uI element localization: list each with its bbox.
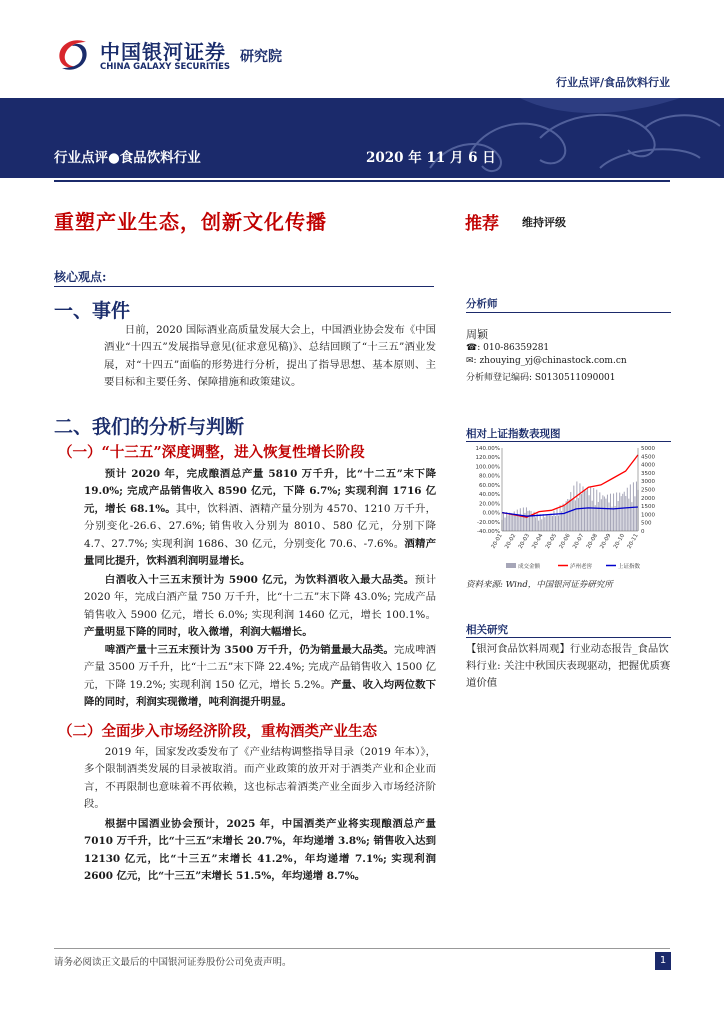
- paragraph-conclusion: 产量、收入均两位数下降的同时，利润实现微增，吨利润提升明显。: [84, 678, 436, 709]
- divider: [54, 286, 434, 287]
- paragraph-2025-forecast: 根据中国酒业协会预计，2025 年，中国酒类产业将实现酿酒总产量 7010 万千升，比“十三五”末增长 20.7%，年均递增 3.8%; 销售收入达到 12130 亿元，比“十三五”末增长 41.2%，年均递增 7.1%; 实现利润 2600 亿元，比“十三五”末增长 51.5%，年均递增 8.7%。: [84, 818, 436, 883]
- volume-bar: [546, 514, 547, 531]
- paragraph-policy: 2019 年，国家发改委发布了《产业结构调整指导目录（2019 年本）》，多个限制酒类发展的目录被取消。而产业政策的放开对于酒类产业和企业而言，不再限制也意味着不再依赖，这也标志着酒类产业全面步入市场经济阶段。: [84, 746, 436, 811]
- y-right-tick-label: 4500: [641, 454, 655, 461]
- volume-bar: [587, 488, 588, 531]
- relative-performance-chart: [466, 443, 671, 575]
- paragraph-bold: 预计 2020 年，完成酿酒总产量 5810 万千升，比“十二五”末下降 19.0%; 完成产品销售收入 8590 亿元，下降 6.7%; 实现利润 1716 亿元，增长 68.1%。: [84, 468, 436, 515]
- volume-bar: [503, 512, 504, 531]
- x-tick-label: 20-08: [585, 533, 599, 550]
- x-tick-label: 20-01: [490, 533, 504, 550]
- y-left-tick-label: 60.00%: [479, 482, 500, 489]
- divider: [466, 312, 671, 313]
- volume-bar: [566, 501, 567, 531]
- volume-bar: [527, 511, 528, 531]
- phone-icon: ☎: [466, 343, 478, 353]
- analyst-phone: [466, 343, 549, 353]
- y-right-tick-label: 500: [641, 520, 652, 527]
- logo-chinese-name: 中国银河证券: [100, 40, 226, 64]
- analyst-registration: 分析师登记编码: S0130511090001: [466, 373, 616, 383]
- volume-bar: [535, 517, 536, 531]
- volume-bar: [590, 488, 591, 531]
- y-left-tick-label: 140.00%: [475, 446, 500, 452]
- volume-bar: [579, 483, 580, 531]
- volume-bar: [586, 490, 587, 531]
- y-right-tick-label: 0: [641, 529, 645, 535]
- paragraph-baijiu: [84, 572, 436, 642]
- volume-bar: [564, 506, 565, 531]
- y-left-tick-label: -40.00%: [477, 529, 500, 535]
- galaxy-logo-icon: [52, 34, 94, 76]
- y-left-tick-label: 120.00%: [475, 455, 500, 462]
- y-right-tick-label: 4000: [641, 462, 655, 469]
- volume-bar: [592, 501, 593, 531]
- volume-bar: [599, 492, 600, 531]
- y-right-tick-label: 3000: [641, 479, 655, 486]
- logo-english-name: CHINA GALAXY SECURITIES: [100, 62, 231, 72]
- x-tick-label: 20-04: [531, 533, 545, 550]
- paragraph-body: 其中，饮料酒、酒精产量分别为 4570、1210 万千升，分别变化-26.6、27.6%; 销售收入分别为 8010、580 亿元，分别下降 4.7、27.7%; 实现利润 1686、30 亿元，分别变化 70.6、-7.6%。: [84, 502, 436, 550]
- report-date: 2020 年 11 月 6 日: [366, 150, 496, 166]
- section1-paragraph: 日前，2020 国际酒业高质量发展大会上，中国酒业协会发布《中国酒业“十四五”发展指导意见(征求意见稿)》、总结回顾了“十三五”酒业发展，对“十四五”面临的形势进行分析，提出了指导思想、基本原则、主要目标和主要任务、保障措施和政策建议。: [104, 324, 436, 389]
- y-right-tick-label: 1000: [641, 512, 655, 519]
- related-research-link[interactable]: 【银河食品饮料周观】行业动态报告_食品饮料行业: 关注中秋国庆表现驱动，把握优质赛道价值: [466, 643, 671, 689]
- series-line: [502, 455, 638, 517]
- x-tick-label: 20-03: [517, 533, 531, 550]
- volume-bar: [616, 493, 617, 531]
- volume-bar: [578, 498, 579, 531]
- volume-bar: [584, 491, 585, 531]
- volume-bar: [601, 499, 602, 531]
- email-address[interactable]: : zhouying_yj@chinastock.com.cn: [473, 356, 627, 366]
- report-category-top: 行业点评/食品饮料行业: [555, 76, 670, 89]
- volume-bar: [634, 496, 635, 531]
- divider: [466, 637, 671, 638]
- volume-bar: [541, 519, 542, 531]
- volume-bar: [512, 514, 513, 531]
- section1-heading: 一、事件: [54, 300, 131, 322]
- x-tick-label: 20-10: [612, 533, 627, 550]
- volume-bar: [567, 499, 568, 531]
- subsection1-heading: （一）“十三五”深度调整，进入恢复性增长阶段: [58, 444, 365, 461]
- volume-bar: [596, 490, 597, 531]
- volume-bar: [576, 481, 577, 531]
- y-left-tick-label: -20.00%: [477, 519, 500, 526]
- volume-bar: [557, 508, 558, 531]
- volume-bar: [517, 510, 518, 531]
- y-left-tick-label: 80.00%: [479, 473, 500, 480]
- volume-bar: [573, 486, 574, 531]
- volume-bar: [569, 500, 570, 531]
- volume-bar: [538, 521, 539, 531]
- volume-bar: [627, 488, 628, 531]
- volume-bar: [511, 513, 512, 531]
- volume-bar: [523, 507, 524, 531]
- core-views-heading: 核心观点:: [54, 270, 107, 284]
- volume-bar: [618, 501, 619, 531]
- y-right-tick-label: 1500: [641, 504, 655, 511]
- volume-bar: [505, 518, 506, 531]
- volume-bar: [607, 495, 608, 531]
- paragraph-bold: 白酒收入十三五末预计为 5900 亿元，为饮料酒收入最大品类。: [104, 574, 415, 586]
- legend-swatch: [506, 563, 516, 568]
- volume-bar: [613, 494, 614, 531]
- y-left-tick-label: 20.00%: [479, 501, 500, 508]
- volume-bar: [555, 516, 556, 531]
- volume-bar: [543, 514, 544, 531]
- series-line: [502, 507, 638, 516]
- y-right-tick-label: 5000: [641, 446, 655, 452]
- volume-bar: [610, 494, 611, 531]
- legend-label: 泸州老窖: [570, 564, 593, 570]
- volume-bar: [572, 499, 573, 531]
- volume-bar: [602, 495, 603, 531]
- volume-bar: [521, 516, 522, 531]
- volume-bar: [612, 507, 613, 531]
- volume-bar: [581, 494, 582, 531]
- paragraph-beer: [84, 642, 436, 712]
- volume-bar: [508, 515, 509, 531]
- volume-bar: [526, 507, 527, 531]
- x-tick-label: 20-09: [599, 533, 613, 550]
- volume-bar: [552, 516, 553, 531]
- paragraph-conclusion: 产量明显下降的同时，收入微增，利润大幅增长。: [84, 626, 313, 639]
- y-left-tick-label: 100.00%: [475, 464, 500, 471]
- header-banner: [0, 98, 724, 178]
- volume-bar: [636, 482, 637, 531]
- volume-bar: [631, 502, 632, 531]
- page-number: 1: [655, 952, 671, 970]
- divider: [54, 180, 670, 182]
- x-tick-label: 20-11: [626, 533, 640, 550]
- y-left-tick-label: 40.00%: [479, 492, 500, 499]
- volume-bar: [625, 496, 626, 531]
- volume-bar: [605, 499, 606, 531]
- volume-bar: [624, 492, 625, 531]
- volume-bar: [593, 488, 594, 531]
- volume-bar: [558, 516, 559, 531]
- y-left-tick-label: 0.00%: [482, 510, 500, 517]
- volume-bar: [589, 495, 590, 531]
- volume-bar: [520, 508, 521, 531]
- legend-label: 上证指数: [618, 564, 641, 570]
- analyst-name: 周颖: [466, 328, 488, 341]
- y-right-tick-label: 3500: [641, 470, 655, 477]
- y-right-tick-label: 2000: [641, 495, 655, 502]
- chart-source: 资料来源: Wind，中国银河证券研究所: [466, 580, 613, 590]
- analyst-email[interactable]: [466, 356, 627, 366]
- volume-bar: [563, 504, 564, 531]
- disclaimer: 请务必阅读正文最后的中国银河证券股份公司免责声明。: [54, 957, 292, 968]
- volume-bar: [550, 514, 551, 531]
- y-right-tick-label: 2500: [641, 487, 655, 494]
- divider: [54, 948, 670, 949]
- volume-bar: [560, 505, 561, 531]
- chart-heading: 相对上证指数表现图: [466, 428, 561, 440]
- volume-bar: [509, 513, 510, 531]
- section2-heading: 二、我们的分析与判断: [54, 416, 245, 438]
- report-title: 重塑产业生态，创新文化传播: [54, 210, 327, 234]
- volume-bar: [518, 516, 519, 531]
- volume-bar: [529, 510, 530, 531]
- volume-bar: [622, 494, 623, 531]
- analyst-heading: 分析师: [466, 298, 498, 310]
- paragraph-body: 完成啤酒产量 3500 万千升，比“十二五”末下降 22.4%; 完成产品销售收入 1500 亿元，下降 19.2%; 实现利润 150 亿元，增长 5.2%。: [84, 644, 437, 691]
- divider: [466, 441, 671, 442]
- phone-number: : 010-86359281: [477, 343, 550, 353]
- email-icon: ✉: [466, 356, 474, 366]
- legend-label: 成交金额: [518, 564, 541, 570]
- x-tick-label: 20-06: [558, 533, 572, 550]
- volume-bar: [540, 514, 541, 531]
- paragraph-total-output: [84, 466, 436, 570]
- volume-bar: [532, 514, 533, 531]
- volume-bar: [621, 496, 622, 531]
- volume-bar: [549, 515, 550, 531]
- banner-category: 行业点评●食品饮料行业: [54, 150, 201, 166]
- volume-bar: [544, 517, 545, 531]
- volume-bar: [608, 503, 609, 531]
- cloud-pattern-icon: [0, 98, 724, 178]
- rating-sub: 维持评级: [522, 216, 566, 229]
- subsection2-heading: （二）全面步入市场经济阶段，重构酒类产业生态: [58, 723, 377, 740]
- volume-bar: [547, 515, 548, 531]
- volume-bar: [628, 499, 629, 531]
- logo-institute: 研究院: [240, 49, 282, 65]
- volume-bar: [619, 493, 620, 531]
- volume-bar: [598, 502, 599, 531]
- volume-bar: [515, 515, 516, 531]
- paragraph-bold: 啤酒产量十三五末预计为 3500 万千升，仍为销量最大品类。: [104, 644, 395, 656]
- volume-bar: [595, 505, 596, 531]
- volume-bar: [604, 497, 605, 531]
- volume-bar: [506, 512, 507, 531]
- x-tick-label: 20-02: [504, 533, 518, 550]
- volume-bar: [615, 506, 616, 531]
- x-tick-label: 20-05: [544, 533, 559, 550]
- volume-bar: [531, 511, 532, 531]
- volume-bar: [575, 500, 576, 531]
- paragraph-body: 预计 2020 年，完成白酒产量 750 万千升，比“十二五”末下降 43.0%; 完成产品销售收入 5900 亿元，增长 6.0%; 实现利润 1460 亿元，增长 100.1%。: [84, 574, 437, 621]
- x-tick-label: 20-07: [572, 533, 586, 550]
- paragraph-conclusion: 酒精产量同比提升，饮料酒利润明显增长。: [84, 537, 437, 568]
- related-research-heading: 相关研究: [466, 624, 508, 636]
- rating-label: 推荐: [465, 214, 499, 234]
